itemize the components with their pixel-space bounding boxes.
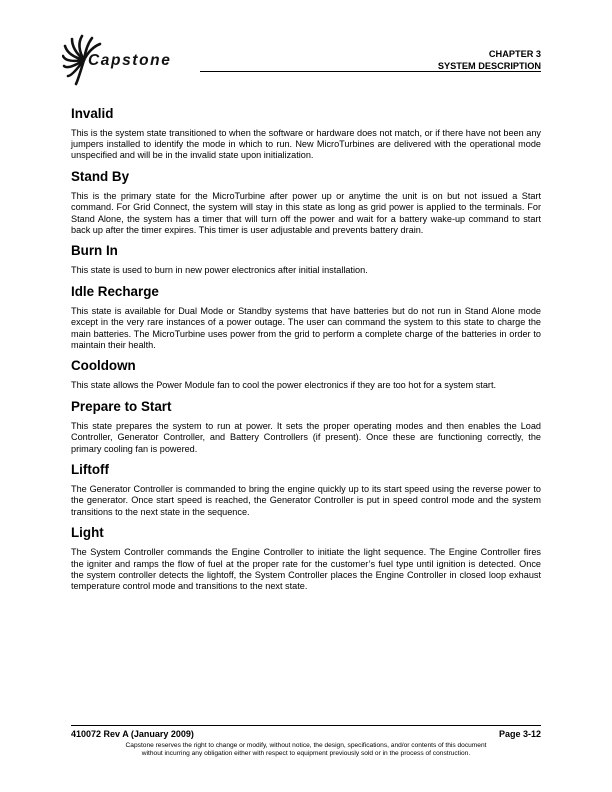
section-body: The Generator Controller is commanded to bring the engine quickly up to its start speed using the reverse power to the generator. Once start speed is reached, the Generator Controller is put in speed control mode and the system transitions to the next state in the sequence. xyxy=(71,484,541,517)
section-burn-in xyxy=(71,243,541,276)
footer-divider xyxy=(71,725,541,726)
section-heading: Cooldown xyxy=(71,358,136,374)
chapter-header xyxy=(438,48,541,72)
document-id: 410072 Rev A (January 2009) xyxy=(71,729,194,739)
section-liftoff xyxy=(71,462,541,518)
section-body: This state is used to burn in new power electronics after initial installation. xyxy=(71,265,368,276)
section-cooldown xyxy=(71,358,541,391)
section-heading: Idle Recharge xyxy=(71,284,159,300)
section-heading: Liftoff xyxy=(71,462,109,478)
section-light xyxy=(71,525,541,592)
chapter-title: SYSTEM DESCRIPTION xyxy=(437,61,541,71)
section-heading: Prepare to Start xyxy=(71,399,172,415)
section-body: This is the primary state for the MicroTurbine after power up or anytime the unit is on but not issued a Start command. For Grid Connect, the system will stay in this state as long as grid power is applied to the terminals. For Stand Alone, the system has a timer that will turn off the power and wait for a battery wake-up command to start back up after the timer expires. This timer is user adjustable and prevents battery drain. xyxy=(71,191,541,235)
section-prepare-to-start xyxy=(71,399,541,455)
disclaimer-line: without incurring any obligation either with respect to equipment previously sold or in the process of construction. xyxy=(141,750,471,758)
section-body: This state allows the Power Module fan to cool the power electronics if they are too hot for a system start. xyxy=(71,380,497,391)
footer-disclaimer xyxy=(71,742,541,759)
section-body: This is the system state transitioned to when the software or hardware does not match, or if there have not been any jumpers installed to identify the mode in which to run. New MicroTurbines are delivered with the operational mode unspecified and will be in the invalid state upon initialization. xyxy=(71,128,541,161)
section-body: This state is available for Dual Mode or Standby systems that have batteries but do not run in Stand Alone mode except in the very rare instances of a power outage. The user can command the system to this state to charge the main batteries. The MicroTurbine uses power from the grid to perform a complete charge of the batteries in order to maintain their health. xyxy=(71,306,541,350)
section-stand-by xyxy=(71,169,541,236)
section-heading: Stand By xyxy=(71,169,130,185)
disclaimer-line: Capstone reserves the right to change or modify, without notice, the design, specifications, and/or contents of this document xyxy=(125,742,487,749)
chapter-number: CHAPTER 3 xyxy=(488,49,541,59)
section-heading: Light xyxy=(71,525,104,541)
page-number: Page 3-12 xyxy=(498,729,541,739)
section-idle-recharge xyxy=(71,284,541,351)
section-body: This state prepares the system to run at power. It sets the proper operating modes and then enables the Load Controller, Generator Controller, and Battery Controllers (if present). Once these are functioning correctly, the primary cooling fan is powered. xyxy=(71,421,541,454)
section-invalid xyxy=(71,106,541,162)
capstone-logo xyxy=(62,32,202,88)
section-heading: Burn In xyxy=(71,243,118,259)
section-heading: Invalid xyxy=(71,106,114,121)
page-content xyxy=(71,106,541,600)
logo-wordmark: Capstone xyxy=(88,52,172,69)
header-divider xyxy=(200,71,541,72)
section-body: The System Controller commands the Engine Controller to initiate the light sequence. The Engine Controller fires the igniter and ramps the flow of fuel at the proper rate for the customer’s fuel type until ignition is detected. Once the system controller detects the lightoff, the System Controller places the Engine Controller in closed loop exhaust temperature control mode and transitions to the next state. xyxy=(71,547,541,591)
